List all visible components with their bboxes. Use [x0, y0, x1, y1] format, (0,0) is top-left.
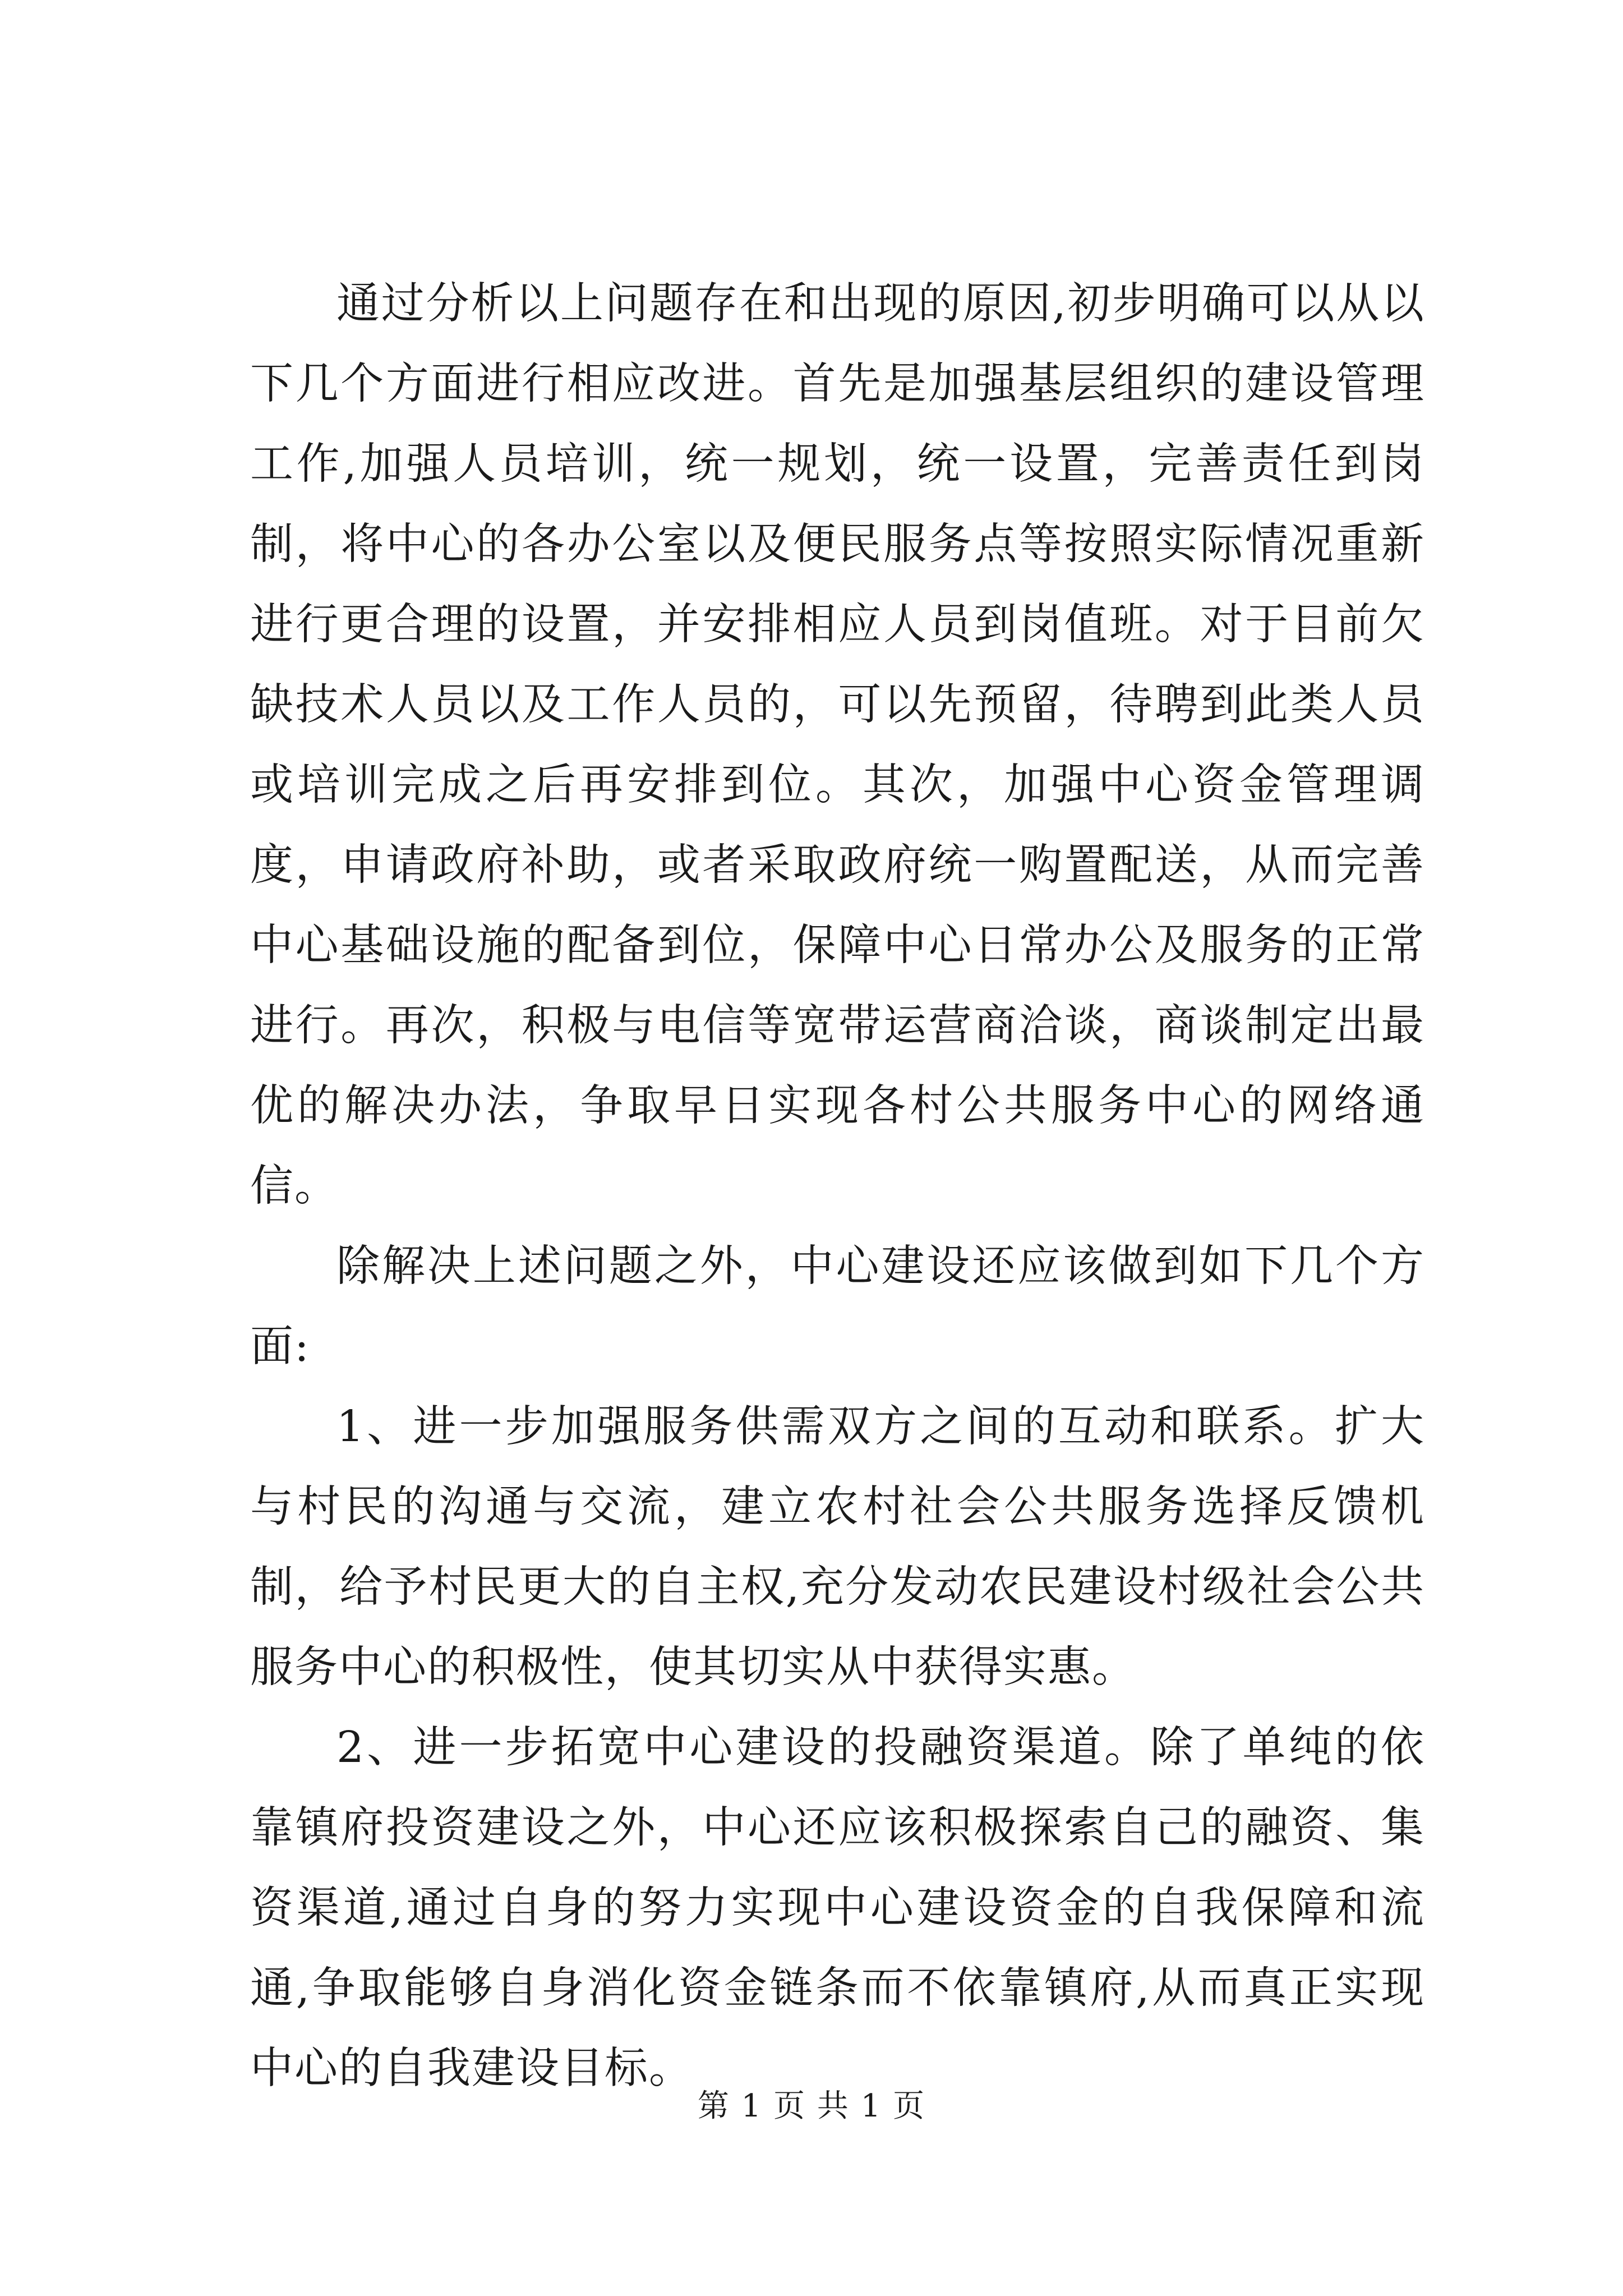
paragraph-point-1: 1、进一步加强服务供需双方之间的互动和联系。扩大与村民的沟通与交流，建立农村社会公共服务选择反馈机制，给予村民更大的自主权,充分发动农民建设村级社会公共服务中心的积极性，使其切实从中获得实惠。	[250, 1402, 1425, 1692]
page-footer: 第 1 页 共 1 页	[697, 2088, 926, 2124]
paragraph-intro-aspects: 除解决上述问题之外，中心建设还应该做到如下几个方面:	[250, 1241, 1425, 1372]
document-body	[250, 264, 1425, 2109]
paragraph-analysis: 通过分析以上问题存在和出现的原因,初步明确可以从以下几个方面进行相应改进。首先是加强基层组织的建设管理工作,加强人员培训，统一规划，统一设置，完善责任到岗制，将中心的各办公室以及便民服务点等按照实际情况重新进行更合理的设置，并安排相应人员到岗值班。对于目前欠缺技术人员以及工作人员的，可以先预留，待聘到此类人员或培训完成之后再安排到位。其次，加强中心资金管理调度，申请政府补助，或者采取政府统一购置配送，从而完善中心基础设施的配备到位，保障中心日常办公及服务的正常进行。再次，积极与电信等宽带运营商洽谈，商谈制定出最优的解决办法，争取早日实现各村公共服务中心的网络通信。	[250, 279, 1425, 1211]
paragraph-point-2: 2、进一步拓宽中心建设的投融资渠道。除了单纯的依靠镇府投资建设之外，中心还应该积极探索自己的融资、集资渠道,通过自身的努力实现中心建设资金的自我保障和流通,争取能够自身消化资金链条而不依靠镇府,从而真正实现中心的自我建设目标。	[250, 1723, 1425, 2093]
